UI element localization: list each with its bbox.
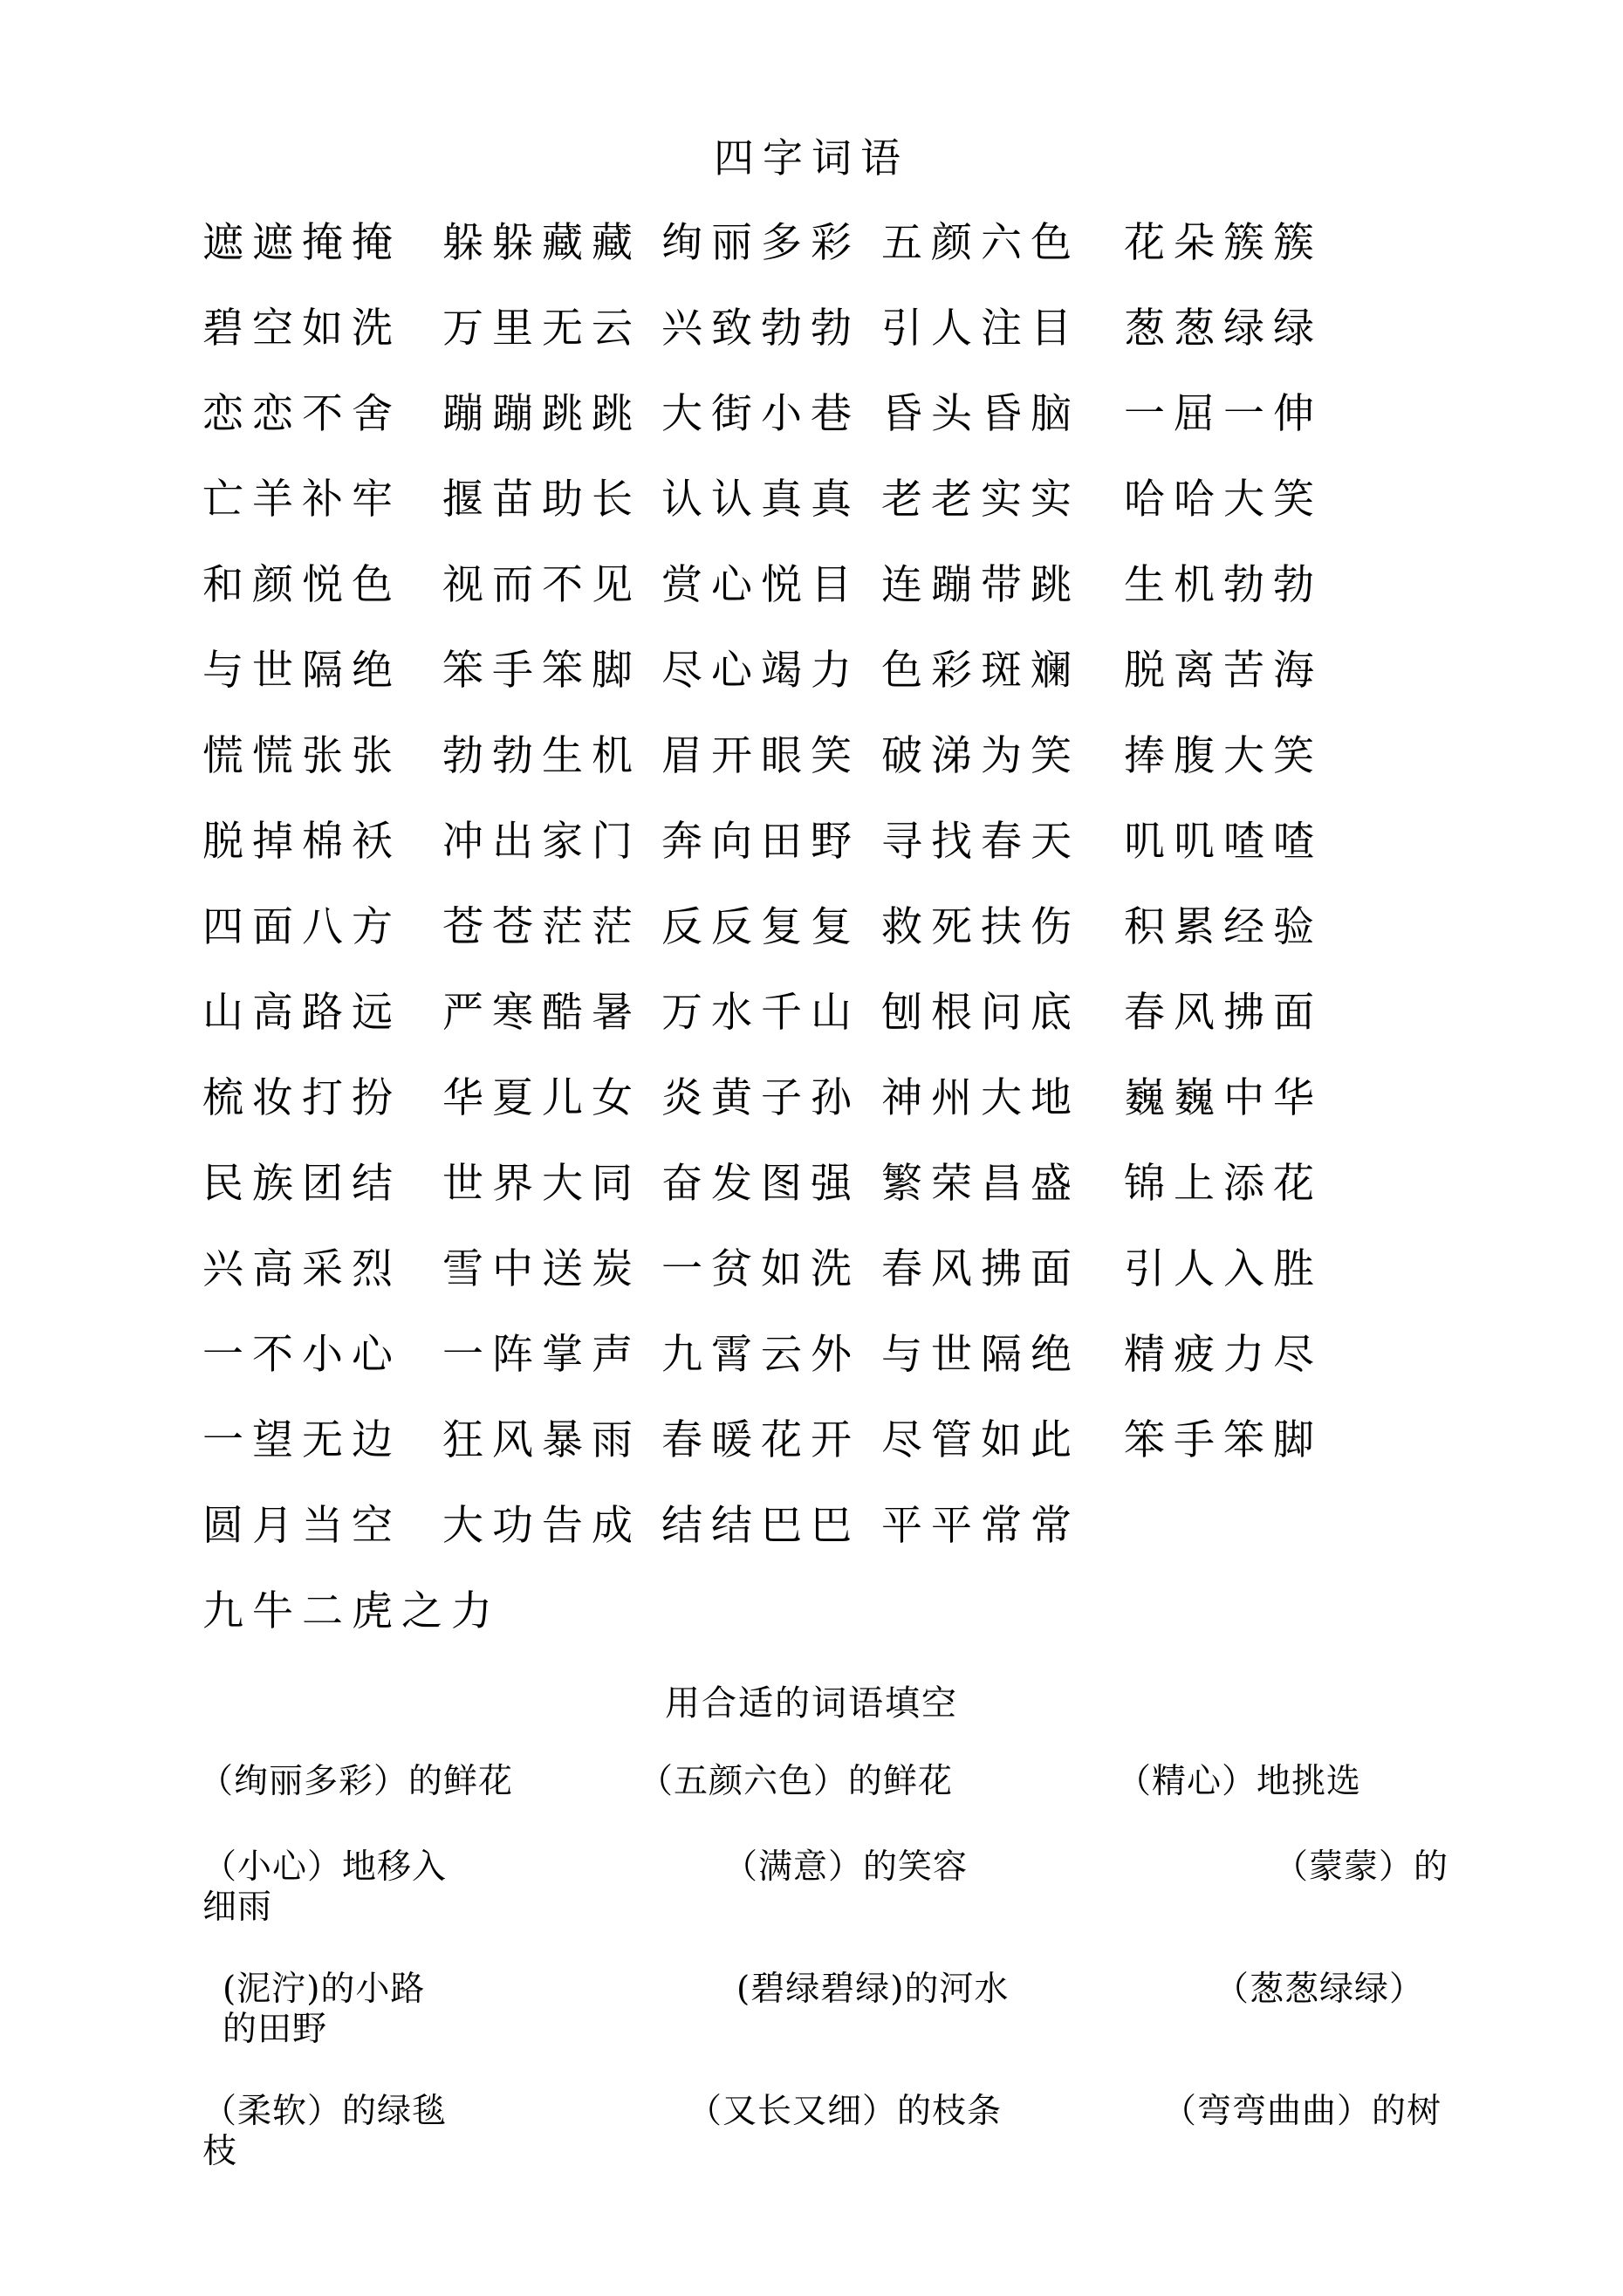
fill-item: （绚丽多彩）的鲜花 (199, 1762, 514, 1801)
idiom: 揠苗助长 (442, 476, 641, 524)
idiom: 一屈一伸 (1124, 390, 1323, 438)
idiom: 蹦蹦跳跳 (442, 390, 641, 438)
idiom: 破涕为笑 (881, 732, 1080, 780)
idiom: 碧空如洗 (202, 305, 401, 353)
idiom: 捧腹大笑 (1124, 732, 1323, 780)
idiom: 认认真真 (661, 476, 860, 524)
idiom: 和颜悦色 (202, 561, 401, 609)
idiom: 一望无边 (202, 1416, 401, 1464)
idiom: 躲躲藏藏 (442, 219, 641, 267)
idiom: 奔向田野 (661, 818, 860, 866)
idiom: 笨手笨脚 (1124, 1416, 1323, 1464)
fill-item: （满意）的笑容 (723, 1847, 969, 1887)
idiom: 尽管如此 (881, 1416, 1080, 1464)
idiom: 引人注目 (881, 305, 1080, 353)
idiom: 圆月当空 (202, 1502, 401, 1550)
idiom: 老老实实 (881, 476, 1080, 524)
idiom: 生机勃勃 (1124, 561, 1323, 609)
idiom: 一不小心 (202, 1331, 401, 1379)
idiom: 哈哈大笑 (1124, 476, 1323, 524)
idiom: 眉开眼笑 (661, 732, 860, 780)
idiom: 与世隔绝 (202, 647, 401, 695)
idiom: 葱葱绿绿 (1124, 305, 1323, 353)
fill-item: （五颜六色）的鲜花 (639, 1762, 954, 1801)
idiom: 精疲力尽 (1124, 1331, 1323, 1379)
fill-item: （精心）地挑选 (1117, 1762, 1362, 1801)
idiom: 色彩斑斓 (881, 647, 1080, 695)
idiom: 赏心悦目 (661, 561, 860, 609)
idiom: 山高路远 (202, 989, 401, 1037)
idiom: 兴致勃勃 (661, 305, 860, 353)
idiom: 民族团结 (202, 1160, 401, 1208)
fill-item: (碧绿碧绿)的河水 (736, 1970, 1010, 2009)
fill-item: （又长又细）的枝条 (688, 2092, 1003, 2131)
idiom: 积累经验 (1124, 903, 1323, 951)
idiom: 救死扶伤 (881, 903, 1080, 951)
fill-item: 的田野 (223, 2010, 328, 2049)
idiom: 巍巍中华 (1124, 1074, 1323, 1122)
idiom: 慌慌张张 (202, 732, 401, 780)
idiom: 遮遮掩掩 (202, 219, 401, 267)
idiom: 反反复复 (661, 903, 860, 951)
idiom: 锦上添花 (1124, 1160, 1323, 1208)
fill-item: （葱葱绿绿） (1215, 1970, 1425, 2009)
idiom: 恋恋不舍 (202, 390, 401, 438)
idiom: 兴高采烈 (202, 1245, 401, 1293)
idiom: 一贫如洗 (661, 1245, 860, 1293)
idiom: 昏头昏脑 (881, 390, 1080, 438)
idiom: 奋发图强 (661, 1160, 860, 1208)
idiom: 五颜六色 (881, 219, 1080, 267)
idiom: 亡羊补牢 (202, 476, 401, 524)
idiom: 平平常常 (881, 1502, 1080, 1550)
page-title: 四字词语 (714, 134, 909, 182)
idiom: 尽心竭力 (661, 647, 860, 695)
idiom: 严寒酷暑 (442, 989, 641, 1037)
idiom: 冲出家门 (442, 818, 641, 866)
idiom: 寻找春天 (881, 818, 1080, 866)
idiom: 狂风暴雨 (442, 1416, 641, 1464)
idiom: 万水千山 (661, 989, 860, 1037)
idiom: 大街小巷 (661, 390, 860, 438)
idiom: 刨根问底 (881, 989, 1080, 1037)
idiom: 绚丽多彩 (661, 219, 860, 267)
fill-item: （弯弯曲曲）的树 (1162, 2092, 1442, 2131)
fill-item: 细雨 (202, 1888, 273, 1927)
fill-item: 枝 (202, 2132, 238, 2171)
fill-item: （蒙蒙）的 (1274, 1847, 1449, 1887)
idiom: 雪中送炭 (442, 1245, 641, 1293)
fill-item: (泥泞)的小路 (223, 1970, 426, 2009)
idiom: 九霄云外 (661, 1331, 860, 1379)
idiom: 四面八方 (202, 903, 401, 951)
idiom: 梳妆打扮 (202, 1074, 401, 1122)
idiom: 春风拂面 (881, 1245, 1080, 1293)
idiom: 与世隔绝 (881, 1331, 1080, 1379)
idiom: 炎黄子孙 (661, 1074, 860, 1122)
idiom: 春暖花开 (661, 1416, 860, 1464)
idiom: 脱离苦海 (1124, 647, 1323, 695)
idiom: 视而不见 (442, 561, 641, 609)
idiom: 笨手笨脚 (442, 647, 641, 695)
idiom: 繁荣昌盛 (881, 1160, 1080, 1208)
fill-section-title: 用合适的词语填空 (665, 1683, 958, 1724)
idiom: 连蹦带跳 (881, 561, 1080, 609)
idiom: 九牛二虎之力 (202, 1587, 501, 1635)
fill-item: （柔软）的绿毯 (202, 2092, 448, 2131)
idiom: 大功告成 (442, 1502, 641, 1550)
idiom: 脱掉棉袄 (202, 818, 401, 866)
idiom: 引人入胜 (1124, 1245, 1323, 1293)
idiom: 华夏儿女 (442, 1074, 641, 1122)
idiom: 花朵簇簇 (1124, 219, 1323, 267)
idiom: 一阵掌声 (442, 1331, 641, 1379)
idiom: 神州大地 (881, 1074, 1080, 1122)
idiom: 世界大同 (442, 1160, 641, 1208)
idiom: 勃勃生机 (442, 732, 641, 780)
fill-item: （小心）地移入 (202, 1847, 448, 1887)
idiom: 春风拂面 (1124, 989, 1323, 1037)
idiom: 万里无云 (442, 305, 641, 353)
idiom: 苍苍茫茫 (442, 903, 641, 951)
idiom: 叽叽喳喳 (1124, 818, 1323, 866)
idiom: 结结巴巴 (661, 1502, 860, 1550)
